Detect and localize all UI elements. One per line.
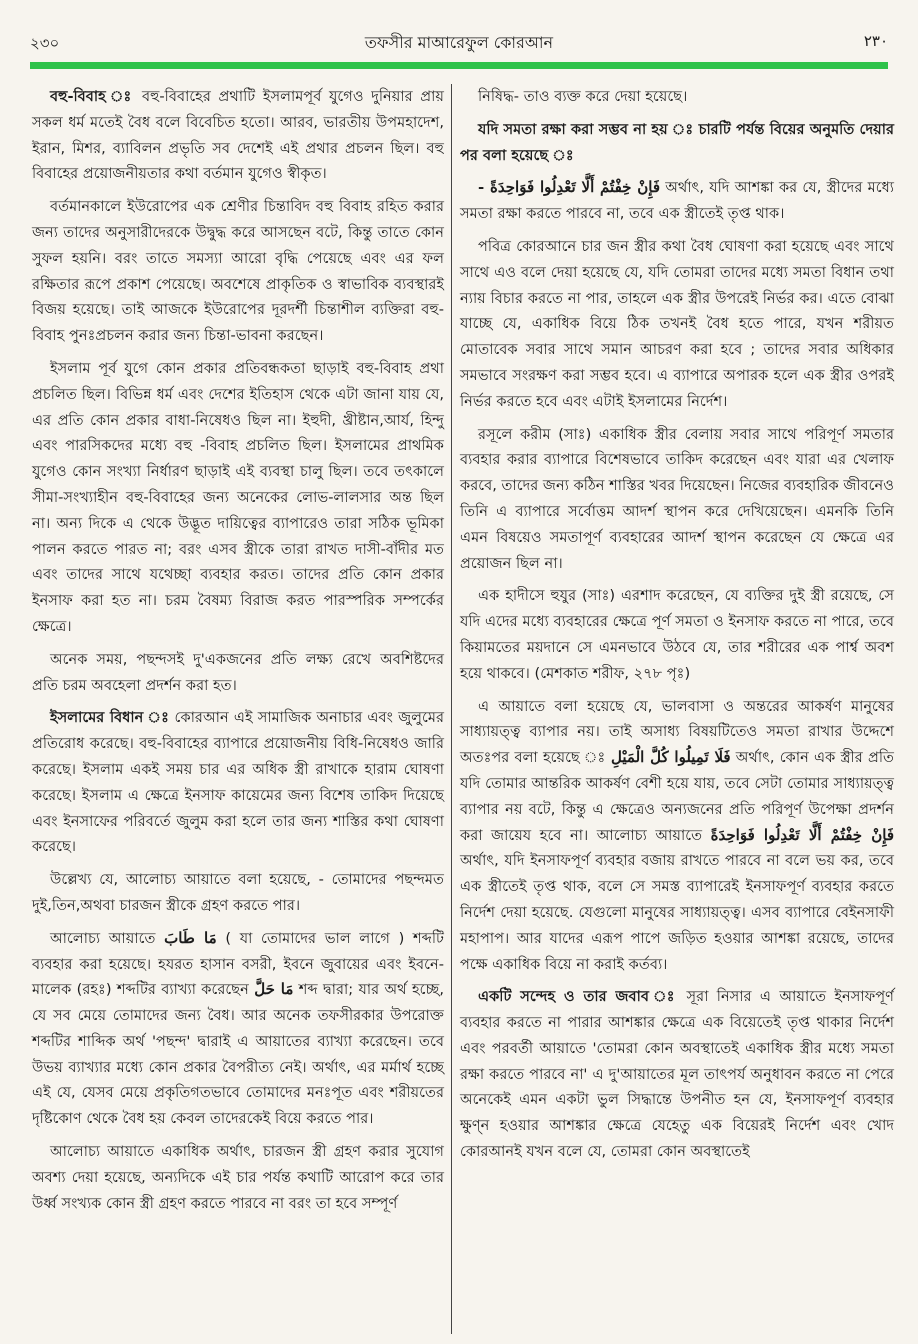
bold-heading: ইসলামের বিধান ঃ (50, 709, 170, 727)
paragraph (32, 705, 444, 860)
arabic-verse: فَلَا تَمِيلُوا كُلَّ الْمَيْلِ (611, 748, 731, 767)
paragraph-text: রসূলে করীম (সাঃ) একাধিক স্ত্রীর বেলায় সবার সাথে পরিপূর্ণ সমতার ব্যবহার করার ব্যাপারে বিশেষভাবে তাকিদ করেছেন এবং যারা এর খেলাফ করবে, তাদের জন্য কঠিন শাস্তির খবর দিয়েছেন। নিজের ব্যবহারিক জীবনেও তিনি এ ব্যাপারে সর্বোত্তম আদর্শ স্থাপন করে দেখিয়েছেন। এমনকি তিনি এমন বিষয়েও সমতাপূর্ণ ব্যবহারের আদর্শ স্থাপন করেছেন যে ক্ষেত্রে এর প্রয়োজন ছিল না। (460, 425, 894, 572)
paragraph (460, 583, 894, 686)
page-number-bengali: ২৩০ (30, 34, 60, 52)
paragraph (460, 117, 894, 169)
paragraph (460, 694, 894, 978)
paragraph (460, 234, 894, 415)
paragraph-text: আলোচ্য আয়াতে (50, 929, 165, 947)
paragraph-text: অনেক সময়, পছন্দসই দু'একজনের প্রতি লক্ষ্য রেখে অবশিষ্টদের প্রতি চরম অবহেলা প্রদর্শন করা হত। (32, 650, 444, 694)
paragraph (32, 84, 444, 187)
paragraph (32, 867, 444, 919)
paragraph (32, 356, 444, 640)
paragraph (460, 84, 894, 110)
paragraph-text: ইসলাম পূর্ব যুগে কোন প্রকার প্রতিবন্ধকতা ছাড়াই বহু-বিবাহ প্রথা প্রচলিত ছিল। বিভিন্ন ধর্ম এবং দেশের ইতিহাস থেকে এটা জানা যায় যে, এর প্রতি কোন প্রকার বাধা-নিষেধও ছিল না। ইহুদী, খ্রীষ্টান,আর্য, হিন্দু এবং পারসিকদের মধ্যে বহু -বিবাহ প্রচলিত ছিল। ইসলামের প্রাথমিক যুগেও কোন সংখ্যা নির্ধারণ ছাড়াই এই ব্যবস্থা চালু ছিল। তবে তৎকালে সীমা-সংখ্যাহীন বহু-বিবাহের জন্য অনেকের লোভ-লালসার অন্ত ছিল না। অন্য দিকে এ থেকে উদ্ভূত দায়িত্বের ব্যাপারেও তারা সঠিক ভূমিকা পালন করতে পারত না; বরং এসব স্ত্রীকে তারা রাখত দাসী-বাঁদীর মত এবং তাদের সাথে যথেচ্ছা ব্যবহার করত। তাদের প্রতি কোন প্রকার ইনসাফ করা হত না। চরম বৈষম্য বিরাজ করত পারস্পরিক সম্পর্কের ক্ষেত্রে। (32, 359, 444, 635)
paragraph (460, 422, 894, 577)
paragraph-text: নিষিদ্ধ- তাও ব্যক্ত করে দেয়া হয়েছে। (478, 88, 688, 105)
paragraph-text: অর্থাৎ, কোন এক স্ত্রীর প্রতি যদি তোমার আন্তরিক আকর্ষণ বেশী হয়ে যায়, তবে সেটা তোমার সাধ্যায়ত্ত্ব ব্যাপার নয় বটে, কিন্তু এ ক্ষেত্রেও অন্যজনের প্রতি পরিপূর্ণ উপেক্ষা প্রদর্শন করা জায়েয হবে না। আলোচ্য আয়াতে (460, 749, 894, 844)
paragraph-text: বহু-বিবাহের প্রথাটি ইসলামপূর্ব যুগেও দুনিয়ার প্রায় সকল ধর্ম মতেই বৈধ বলে বিবেচিত হতো। আরব, ভারতীয় উপমহাদেশ, ইরান, মিশর, ব্যাবিলন প্রভৃতি সব দেশেই এই প্রথার প্রচলন ছিল। বহু বিবাহের প্রয়োজনীয়তার কথা বর্তমান যুগেও স্বীকৃত। (32, 88, 444, 183)
running-header (30, 30, 888, 56)
arabic-verse: مَا حَلَّ (254, 980, 294, 999)
paragraph (32, 926, 444, 1132)
book-title: তফসীর মাআরেফুল কোরআন (364, 33, 554, 52)
paragraph (32, 1139, 444, 1216)
paragraph-text: শব্দ দ্বারা; যার অর্থ হচ্ছে, যে সব মেয়ে তোমাদের জন্য বৈধ। আর অনেক তফসীরকার উপরোক্ত শব্দটির শাব্দিক অর্থ 'পছন্দ' দ্বারাই এ আয়াতের ব্যাখ্যা করেছেন। তবে উভয় ব্যাখ্যার মধ্যে কোন প্রকার বৈপরীত্য নেই। অর্থাৎ, এর মর্মার্থ হচ্ছে এই যে, যেসব মেয়ে প্রকৃতিগতভাবে তোমাদের মনঃপূত এবং শরীয়তের দৃষ্টিকোণ থেকে বৈধ হয় কেবল তাদেরকেই বিয়ে করতে পার। (32, 981, 444, 1128)
left-column (32, 84, 444, 1223)
paragraph-text: সূরা নিসার এ আয়াতে ইনসাফপূর্ণ ব্যবহার করতে না পারার আশঙ্কার ক্ষেত্রে এক বিয়েতেই তৃপ্ত থাকার নির্দেশ এবং পরবর্তী আয়াতে 'তোমরা কোন অবস্থাতেই একাধিক স্ত্রীর মধ্যে সমতা রক্ষা করতে পারবে না' এ দু'আয়াতের মূল তাৎপর্য অনুধাবন করতে না পেরে অনেকেই এমন একটা ভুল সিদ্ধান্তে উপনীত হন যে, ইনসাফপূর্ণ ব্যবহার ক্ষুণ্ন হওয়ার আশঙ্কার ক্ষেত্রে যেহেতু এক বিয়েরই নির্দেশ এবং খোদ কোরআনই যখন বলে যে, তোমরা কোন অবস্থাতেই (460, 988, 894, 1161)
paragraph-text: এ আয়াতে বলা হয়েছে যে, ভালবাসা ও অন্তরের আকর্ষণ মানুষের সাধ্যায়ত্ত্ব ব্যাপার নয়। তাই অসাধ্য বিষয়টিতেও সমতা রাখার উদ্দেশে অতঃপর বলা হয়েছে ঃ (460, 697, 894, 767)
paragraph-text: এক হাদীসে হুযুর (সাঃ) এরশাদ করেছেন, যে ব্যক্তির দুই স্ত্রী রয়েছে, সে যদি এদের মধ্যে ব্যবহারের ক্ষেত্রে পূর্ণ সমতা ও ইনসাফ করতে না পারে, তবে কিয়ামতের ময়দানে সে এমনভাবে উঠবে যে, তার শরীরের এক পার্শ্ব অবশ হয়ে থাকবে। (মেশকাত শরীফ, ২৭৮ পৃঃ) (460, 587, 894, 682)
paragraph-text: অর্থাৎ, যদি আশঙ্কা কর যে, স্ত্রীদের মধ্যে সমতা রক্ষা করতে পারবে না, তবে এক স্ত্রীতেই তৃপ্ত থাক। (460, 179, 894, 223)
paragraph-text: অর্থাৎ, যদি ইনসাফপূর্ণ ব্যবহার বজায় রাখতে পারবে না বলে ভয় কর, তবে এক স্ত্রীতেই তৃপ্ত থাক, বলে সে সমস্ত ব্যাপারেই ইনসাফপূর্ণ ব্যবহার করতে নির্দেশ দেয়া হয়েছে. যেগুলো মানুষের সাধ্যায়ত্ত্ব। এসব ব্যাপারে বেইনসাফী মহাপাপ। আর যাদের এরূপ পাপে জড়িত হওয়ার আশঙ্কা রয়েছে, তাদের পক্ষে একাধিক বিয়ে না করাই কর্তব্য। (460, 852, 894, 973)
paragraph-text: ( যা তোমাদের ভাল লাগে ) শব্দটি ব্যবহার করা হয়েছে। হযরত হাসান বসরী, ইবনে জুবায়ের এবং ইবনে-মালেক (রহঃ) শব্দটির ব্যাখ্যা করেছেন (32, 929, 444, 999)
bold-heading: বহু-বিবাহ ঃ (50, 88, 135, 105)
bold-heading: যদি সমতা রক্ষা করা সম্ভব না হয় ঃ চারটি পর্যন্ত বিয়ের অনুমতি দেয়ার পর বলা হয়েছে ঃ (460, 120, 894, 164)
arabic-verse: مَا طَابَ (164, 928, 217, 947)
paragraph-text: বর্তমানকালে ইউরোপের এক শ্রেণীর চিন্তাবিদ বহু বিবাহ রহিত করার জন্য তাদের অনুসারীদেরকে উদ্বুদ্ধ করে আসছেন বটে, কিন্তু তাতে কোন সুফল হয়নি। বরং তাতে সমস্যা আরো বৃদ্ধি পেয়েছে এবং এর ফল রক্ষিতার রূপে প্রকাশ পেয়েছে। অবশেষে প্রাকৃতিক ও স্বাভাবিক ব্যবস্থারই বিজয় হয়েছে। তাই আজকে ইউরোপের দূরদর্শী চিন্তাশীল ব্যক্তিরা বহু-বিবাহ পুনঃপ্রচলন করার জন্য চিন্তা-ভাবনা করছেন। (32, 198, 444, 345)
paragraph-text: উল্লেখ্য যে, আলোচ্য আয়াতে বলা হয়েছে, - তোমাদের পছন্দমত দুই,তিন,অথবা চারজন স্ত্রীকে গ্রহণ করতে পার। (32, 871, 444, 914)
paragraph (460, 175, 894, 227)
paragraph (32, 194, 444, 349)
paragraph-text: কোরআন এই সামাজিক অনাচার এবং জুলুমের প্রতিরোধ করেছে। বহু-বিবাহের ব্যাপারে প্রয়োজনীয় বিধি-নিষেধও জারি করেছে। ইসলাম একই সময় চার এর অধিক স্ত্রী রাখাকে হারাম ঘোষণা করেছে। ইসলাম এ ক্ষেত্রে ইনসাফ কায়েমের জন্য বিশেষ তাকিদ দিয়েছে এবং ইনসাফের পরিবর্তে জুলুম করা হলে তার জন্য শাস্তির কথা ঘোষণা করেছে। (32, 709, 445, 856)
bold-heading: একটি সন্দেহ ও তার জবাব ঃ (478, 988, 679, 1006)
paragraph (460, 984, 894, 1165)
arabic-verse: فَإِنْ خِفْتُمْ أَلَّا تَعْدِلُوا فَوَاحِدَةً (710, 825, 894, 844)
paragraph-text: পবিত্র কোরআনে চার জন স্ত্রীর কথা বৈধ ঘোষণা করা হয়েছে এবং সাথে সাথে এও বলে দেয়া হয়েছে যে, যদি তোমরা তাদের মধ্যে সমতা বিধান তথা ন্যায় বিচার করতে না পার, তাহলে এক স্ত্রীর উপরেই নির্ভর কর। এতে বোঝা যাচ্ছে যে, একাধিক বিয়ে ঠিক তখনই বৈধ হতে পারে, যখন শরীয়ত মোতাবেক সবার সাথে সমান আচরণ করা হবে ; তাদের সবার অধিকার সমভাবে সংরক্ষণ করা সম্ভব হবে। এ ব্যাপারে অপারক হলে এক স্ত্রীর ওপরই নির্ভর করতে হবে এবং এটাই ইসলামের নির্দেশ। (460, 237, 894, 410)
right-column (460, 84, 894, 1172)
arabic-verse: فَإِنْ خِفْتُمْ أَلَّا تَعْدِلُوا فَوَاحِدَةً - (478, 178, 660, 197)
page-number-arabic: ٢٣٠ (863, 32, 888, 50)
header-green-rule (30, 62, 888, 69)
column-divider (451, 84, 452, 1334)
paragraph-text: আলোচ্য আয়াতে একাধিক অর্থাৎ, চারজন স্ত্রী গ্রহণ করার সুযোগ অবশ্য দেয়া হয়েছে, অন্যদিকে এই চার পর্যন্ত কথাটি আরোপ করে তার উর্ধ্ব সংখ্যক কোন স্ত্রী গ্রহণ করতে পারবে না বরং তা হবে সম্পূর্ণ (32, 1143, 444, 1212)
paragraph (32, 647, 444, 699)
